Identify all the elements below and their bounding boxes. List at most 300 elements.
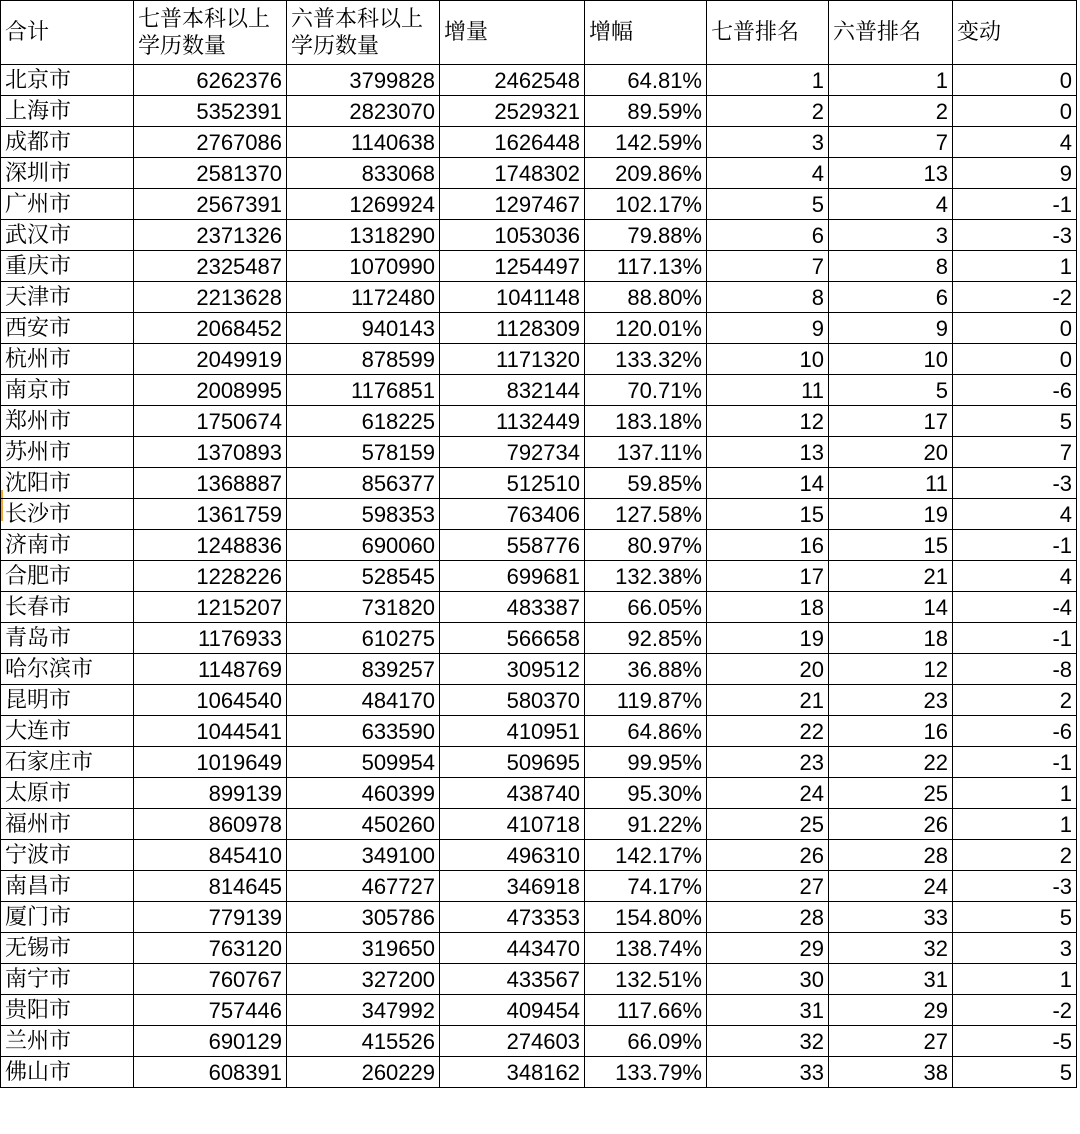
header-cell-census7-rank[interactable]: 七普排名 xyxy=(707,1,829,65)
rank-change-cell[interactable]: 1 xyxy=(953,251,1077,282)
city-cell[interactable]: 贵阳市 xyxy=(1,995,134,1026)
census6-count-cell[interactable]: 319650 xyxy=(287,933,440,964)
growth-rate-cell[interactable]: 120.01% xyxy=(585,313,707,344)
census6-rank-cell[interactable]: 7 xyxy=(829,127,953,158)
census6-rank-cell[interactable]: 16 xyxy=(829,716,953,747)
census7-rank-cell[interactable]: 11 xyxy=(707,375,829,406)
city-cell[interactable]: 长春市 xyxy=(1,592,134,623)
growth-rate-cell[interactable]: 91.22% xyxy=(585,809,707,840)
city-cell[interactable]: 青岛市 xyxy=(1,623,134,654)
census7-count-cell[interactable]: 845410 xyxy=(134,840,287,871)
city-cell[interactable]: 南昌市 xyxy=(1,871,134,902)
increase-cell[interactable]: 699681 xyxy=(440,561,585,592)
census7-count-cell[interactable]: 2325487 xyxy=(134,251,287,282)
census7-count-cell[interactable]: 1750674 xyxy=(134,406,287,437)
growth-rate-cell[interactable]: 142.59% xyxy=(585,127,707,158)
census7-rank-cell[interactable]: 33 xyxy=(707,1057,829,1088)
growth-rate-cell[interactable]: 66.05% xyxy=(585,592,707,623)
census6-rank-cell[interactable]: 1 xyxy=(829,65,953,96)
census7-count-cell[interactable]: 763120 xyxy=(134,933,287,964)
census6-count-cell[interactable]: 415526 xyxy=(287,1026,440,1057)
table-row xyxy=(1,716,1077,747)
increase-cell[interactable]: 1132449 xyxy=(440,406,585,437)
increase-cell[interactable]: 512510 xyxy=(440,468,585,499)
census7-rank-cell[interactable]: 23 xyxy=(707,747,829,778)
census7-count-cell[interactable]: 1370893 xyxy=(134,437,287,468)
city-cell[interactable]: 沈阳市 xyxy=(1,468,134,499)
census6-count-cell[interactable]: 610275 xyxy=(287,623,440,654)
growth-rate-cell[interactable]: 59.85% xyxy=(585,468,707,499)
growth-rate-cell[interactable]: 95.30% xyxy=(585,778,707,809)
city-cell[interactable]: 大连市 xyxy=(1,716,134,747)
census6-rank-cell[interactable]: 38 xyxy=(829,1057,953,1088)
increase-cell[interactable]: 443470 xyxy=(440,933,585,964)
increase-cell[interactable]: 1748302 xyxy=(440,158,585,189)
rank-change-cell[interactable]: 5 xyxy=(953,1057,1077,1088)
growth-rate-cell[interactable]: 80.97% xyxy=(585,530,707,561)
census7-rank-cell[interactable]: 29 xyxy=(707,933,829,964)
table-row xyxy=(1,871,1077,902)
increase-cell[interactable]: 763406 xyxy=(440,499,585,530)
census7-rank-cell[interactable]: 1 xyxy=(707,65,829,96)
census7-rank-cell[interactable]: 8 xyxy=(707,282,829,313)
census6-count-cell[interactable]: 618225 xyxy=(287,406,440,437)
growth-rate-cell[interactable]: 132.51% xyxy=(585,964,707,995)
growth-rate-cell[interactable]: 117.13% xyxy=(585,251,707,282)
census7-count-cell[interactable]: 814645 xyxy=(134,871,287,902)
rank-change-cell[interactable]: -3 xyxy=(953,871,1077,902)
increase-cell[interactable]: 1297467 xyxy=(440,189,585,220)
header-cell-census6-count[interactable]: 六普本科以上学历数量 xyxy=(287,1,440,65)
rank-change-cell[interactable]: 4 xyxy=(953,561,1077,592)
rank-change-cell[interactable]: 4 xyxy=(953,127,1077,158)
growth-rate-cell[interactable]: 70.71% xyxy=(585,375,707,406)
census6-count-cell[interactable]: 450260 xyxy=(287,809,440,840)
census7-count-cell[interactable]: 6262376 xyxy=(134,65,287,96)
header-cell-increase[interactable]: 增量 xyxy=(440,1,585,65)
census6-rank-cell[interactable]: 23 xyxy=(829,685,953,716)
growth-rate-cell[interactable]: 138.74% xyxy=(585,933,707,964)
census6-rank-cell[interactable]: 4 xyxy=(829,189,953,220)
census6-count-cell[interactable]: 690060 xyxy=(287,530,440,561)
table-row xyxy=(1,158,1077,189)
census7-count-cell[interactable]: 2049919 xyxy=(134,344,287,375)
census7-count-cell[interactable]: 2767086 xyxy=(134,127,287,158)
city-cell[interactable]: 南宁市 xyxy=(1,964,134,995)
increase-cell[interactable]: 1254497 xyxy=(440,251,585,282)
increase-cell[interactable]: 433567 xyxy=(440,964,585,995)
increase-cell[interactable]: 558776 xyxy=(440,530,585,561)
census6-count-cell[interactable]: 484170 xyxy=(287,685,440,716)
census6-rank-cell[interactable]: 5 xyxy=(829,375,953,406)
census6-count-cell[interactable]: 578159 xyxy=(287,437,440,468)
census7-count-cell[interactable]: 1148769 xyxy=(134,654,287,685)
city-cell[interactable]: 兰州市 xyxy=(1,1026,134,1057)
census7-count-cell[interactable]: 860978 xyxy=(134,809,287,840)
census7-count-cell[interactable]: 899139 xyxy=(134,778,287,809)
rank-change-cell[interactable]: -2 xyxy=(953,282,1077,313)
table-row xyxy=(1,282,1077,313)
growth-rate-cell[interactable]: 92.85% xyxy=(585,623,707,654)
census7-rank-cell[interactable]: 28 xyxy=(707,902,829,933)
census7-count-cell[interactable]: 5352391 xyxy=(134,96,287,127)
table-row xyxy=(1,220,1077,251)
census6-rank-cell[interactable]: 32 xyxy=(829,933,953,964)
table-row xyxy=(1,747,1077,778)
census6-count-cell[interactable]: 3799828 xyxy=(287,65,440,96)
census6-rank-cell[interactable]: 8 xyxy=(829,251,953,282)
census7-rank-cell[interactable]: 16 xyxy=(707,530,829,561)
table-row xyxy=(1,437,1077,468)
census6-rank-cell[interactable]: 2 xyxy=(829,96,953,127)
rank-change-cell[interactable]: 9 xyxy=(953,158,1077,189)
census6-rank-cell[interactable]: 24 xyxy=(829,871,953,902)
growth-rate-cell[interactable]: 142.17% xyxy=(585,840,707,871)
census7-rank-cell[interactable]: 2 xyxy=(707,96,829,127)
rank-change-cell[interactable]: 2 xyxy=(953,840,1077,871)
census6-count-cell[interactable]: 839257 xyxy=(287,654,440,685)
city-cell[interactable]: 哈尔滨市 xyxy=(1,654,134,685)
census6-rank-cell[interactable]: 15 xyxy=(829,530,953,561)
census7-rank-cell[interactable]: 25 xyxy=(707,809,829,840)
census6-rank-cell[interactable]: 9 xyxy=(829,313,953,344)
increase-cell[interactable]: 438740 xyxy=(440,778,585,809)
city-cell[interactable]: 苏州市 xyxy=(1,437,134,468)
rank-change-cell[interactable]: 1 xyxy=(953,964,1077,995)
census7-rank-cell[interactable]: 30 xyxy=(707,964,829,995)
header-row xyxy=(1,1,1077,65)
census6-rank-cell[interactable]: 17 xyxy=(829,406,953,437)
increase-cell[interactable]: 1041148 xyxy=(440,282,585,313)
city-cell[interactable]: 成都市 xyxy=(1,127,134,158)
rank-change-cell[interactable]: -1 xyxy=(953,747,1077,778)
header-cell-census7-count[interactable]: 七普本科以上学历数量 xyxy=(134,1,287,65)
increase-cell[interactable]: 496310 xyxy=(440,840,585,871)
increase-cell[interactable]: 2462548 xyxy=(440,65,585,96)
census7-count-cell[interactable]: 1064540 xyxy=(134,685,287,716)
increase-cell[interactable]: 580370 xyxy=(440,685,585,716)
census6-count-cell[interactable]: 1140638 xyxy=(287,127,440,158)
census7-rank-cell[interactable]: 7 xyxy=(707,251,829,282)
census7-count-cell[interactable]: 1176933 xyxy=(134,623,287,654)
table-row xyxy=(1,313,1077,344)
census7-rank-cell[interactable]: 3 xyxy=(707,127,829,158)
census6-count-cell[interactable]: 2823070 xyxy=(287,96,440,127)
increase-cell[interactable]: 1053036 xyxy=(440,220,585,251)
rank-change-cell[interactable]: -4 xyxy=(953,592,1077,623)
census6-rank-cell[interactable]: 25 xyxy=(829,778,953,809)
census6-count-cell[interactable]: 1176851 xyxy=(287,375,440,406)
rank-change-cell[interactable]: -1 xyxy=(953,189,1077,220)
table-row xyxy=(1,251,1077,282)
rank-change-cell[interactable]: 0 xyxy=(953,65,1077,96)
rank-change-cell[interactable]: 3 xyxy=(953,933,1077,964)
table-row xyxy=(1,344,1077,375)
city-cell[interactable]: 杭州市 xyxy=(1,344,134,375)
growth-rate-cell[interactable]: 137.11% xyxy=(585,437,707,468)
census6-count-cell[interactable]: 633590 xyxy=(287,716,440,747)
increase-cell[interactable]: 792734 xyxy=(440,437,585,468)
census7-rank-cell[interactable]: 27 xyxy=(707,871,829,902)
census7-count-cell[interactable]: 690129 xyxy=(134,1026,287,1057)
increase-cell[interactable]: 2529321 xyxy=(440,96,585,127)
table-row xyxy=(1,1057,1077,1088)
census7-count-cell[interactable]: 608391 xyxy=(134,1057,287,1088)
city-cell[interactable]: 昆明市 xyxy=(1,685,134,716)
city-cell[interactable]: 长沙市 xyxy=(1,499,134,530)
rank-change-cell[interactable]: -3 xyxy=(953,468,1077,499)
census6-rank-cell[interactable]: 28 xyxy=(829,840,953,871)
rank-change-cell[interactable]: -6 xyxy=(953,716,1077,747)
rank-change-cell[interactable]: 0 xyxy=(953,96,1077,127)
growth-rate-cell[interactable]: 154.80% xyxy=(585,902,707,933)
rank-change-cell[interactable]: 7 xyxy=(953,437,1077,468)
census7-rank-cell[interactable]: 14 xyxy=(707,468,829,499)
census6-rank-cell[interactable]: 19 xyxy=(829,499,953,530)
growth-rate-cell[interactable]: 66.09% xyxy=(585,1026,707,1057)
city-cell[interactable]: 北京市 xyxy=(1,65,134,96)
census7-count-cell[interactable]: 2581370 xyxy=(134,158,287,189)
increase-cell[interactable]: 348162 xyxy=(440,1057,585,1088)
census6-rank-cell[interactable]: 20 xyxy=(829,437,953,468)
census6-rank-cell[interactable]: 26 xyxy=(829,809,953,840)
header-cell-growth-rate[interactable]: 增幅 xyxy=(585,1,707,65)
census7-count-cell[interactable]: 1361759 xyxy=(134,499,287,530)
census6-count-cell[interactable]: 940143 xyxy=(287,313,440,344)
rank-change-cell[interactable]: 1 xyxy=(953,778,1077,809)
census7-rank-cell[interactable]: 13 xyxy=(707,437,829,468)
header-cell-census6-rank[interactable]: 六普排名 xyxy=(829,1,953,65)
census6-count-cell[interactable]: 349100 xyxy=(287,840,440,871)
census7-rank-cell[interactable]: 5 xyxy=(707,189,829,220)
census7-count-cell[interactable]: 757446 xyxy=(134,995,287,1026)
growth-rate-cell[interactable]: 99.95% xyxy=(585,747,707,778)
census6-count-cell[interactable]: 327200 xyxy=(287,964,440,995)
table-row xyxy=(1,406,1077,437)
increase-cell[interactable]: 274603 xyxy=(440,1026,585,1057)
rank-change-cell[interactable]: -3 xyxy=(953,220,1077,251)
table-row xyxy=(1,995,1077,1026)
city-cell[interactable]: 厦门市 xyxy=(1,902,134,933)
growth-rate-cell[interactable]: 183.18% xyxy=(585,406,707,437)
census6-rank-cell[interactable]: 33 xyxy=(829,902,953,933)
census7-rank-cell[interactable]: 32 xyxy=(707,1026,829,1057)
city-cell[interactable]: 合肥市 xyxy=(1,561,134,592)
census7-rank-cell[interactable]: 19 xyxy=(707,623,829,654)
table-row xyxy=(1,189,1077,220)
census7-rank-cell[interactable]: 26 xyxy=(707,840,829,871)
census7-rank-cell[interactable]: 22 xyxy=(707,716,829,747)
census7-count-cell[interactable]: 1044541 xyxy=(134,716,287,747)
census7-rank-cell[interactable]: 20 xyxy=(707,654,829,685)
growth-rate-cell[interactable]: 102.17% xyxy=(585,189,707,220)
census6-count-cell[interactable]: 509954 xyxy=(287,747,440,778)
city-cell[interactable]: 深圳市 xyxy=(1,158,134,189)
growth-rate-cell[interactable]: 64.81% xyxy=(585,65,707,96)
table-row xyxy=(1,499,1077,530)
census6-rank-cell[interactable]: 3 xyxy=(829,220,953,251)
census6-count-cell[interactable]: 598353 xyxy=(287,499,440,530)
census6-rank-cell[interactable]: 29 xyxy=(829,995,953,1026)
rank-change-cell[interactable]: -1 xyxy=(953,530,1077,561)
census6-count-cell[interactable]: 1172480 xyxy=(287,282,440,313)
table-row xyxy=(1,778,1077,809)
table-row xyxy=(1,1026,1077,1057)
census7-count-cell[interactable]: 2068452 xyxy=(134,313,287,344)
census6-count-cell[interactable]: 528545 xyxy=(287,561,440,592)
census7-count-cell[interactable]: 1019649 xyxy=(134,747,287,778)
increase-cell[interactable]: 1626448 xyxy=(440,127,585,158)
table-row xyxy=(1,623,1077,654)
rank-change-cell[interactable]: -5 xyxy=(953,1026,1077,1057)
growth-rate-cell[interactable]: 36.88% xyxy=(585,654,707,685)
growth-rate-cell[interactable]: 132.38% xyxy=(585,561,707,592)
city-cell[interactable]: 石家庄市 xyxy=(1,747,134,778)
increase-cell[interactable]: 1171320 xyxy=(440,344,585,375)
census6-rank-cell[interactable]: 12 xyxy=(829,654,953,685)
census6-count-cell[interactable]: 305786 xyxy=(287,902,440,933)
rank-change-cell[interactable]: 0 xyxy=(953,313,1077,344)
city-cell[interactable]: 宁波市 xyxy=(1,840,134,871)
census6-rank-cell[interactable]: 27 xyxy=(829,1026,953,1057)
city-cell[interactable]: 太原市 xyxy=(1,778,134,809)
increase-cell[interactable]: 410951 xyxy=(440,716,585,747)
census6-rank-cell[interactable]: 6 xyxy=(829,282,953,313)
census6-rank-cell[interactable]: 18 xyxy=(829,623,953,654)
census6-count-cell[interactable]: 467727 xyxy=(287,871,440,902)
city-cell[interactable]: 上海市 xyxy=(1,96,134,127)
rank-change-cell[interactable]: 2 xyxy=(953,685,1077,716)
increase-cell[interactable]: 1128309 xyxy=(440,313,585,344)
census7-rank-cell[interactable]: 9 xyxy=(707,313,829,344)
increase-cell[interactable]: 483387 xyxy=(440,592,585,623)
increase-cell[interactable]: 410718 xyxy=(440,809,585,840)
census7-count-cell[interactable]: 1215207 xyxy=(134,592,287,623)
rank-change-cell[interactable]: -6 xyxy=(953,375,1077,406)
growth-rate-cell[interactable]: 133.32% xyxy=(585,344,707,375)
census7-rank-cell[interactable]: 18 xyxy=(707,592,829,623)
census6-rank-cell[interactable]: 10 xyxy=(829,344,953,375)
census7-count-cell[interactable]: 2567391 xyxy=(134,189,287,220)
city-cell[interactable]: 南京市 xyxy=(1,375,134,406)
rank-change-cell[interactable]: -1 xyxy=(953,623,1077,654)
census7-rank-cell[interactable]: 10 xyxy=(707,344,829,375)
table-row xyxy=(1,65,1077,96)
census6-rank-cell[interactable]: 22 xyxy=(829,747,953,778)
growth-rate-cell[interactable]: 64.86% xyxy=(585,716,707,747)
census6-count-cell[interactable]: 260229 xyxy=(287,1057,440,1088)
city-cell[interactable]: 武汉市 xyxy=(1,220,134,251)
census6-rank-cell[interactable]: 11 xyxy=(829,468,953,499)
census7-rank-cell[interactable]: 4 xyxy=(707,158,829,189)
increase-cell[interactable]: 832144 xyxy=(440,375,585,406)
increase-cell[interactable]: 346918 xyxy=(440,871,585,902)
growth-rate-cell[interactable]: 88.80% xyxy=(585,282,707,313)
census7-count-cell[interactable]: 1368887 xyxy=(134,468,287,499)
table-row xyxy=(1,468,1077,499)
growth-rate-cell[interactable]: 127.58% xyxy=(585,499,707,530)
table-row xyxy=(1,127,1077,158)
census6-count-cell[interactable]: 878599 xyxy=(287,344,440,375)
census6-count-cell[interactable]: 1269924 xyxy=(287,189,440,220)
growth-rate-cell[interactable]: 117.66% xyxy=(585,995,707,1026)
census6-count-cell[interactable]: 460399 xyxy=(287,778,440,809)
table-row xyxy=(1,933,1077,964)
city-cell[interactable]: 济南市 xyxy=(1,530,134,561)
growth-rate-cell[interactable]: 74.17% xyxy=(585,871,707,902)
growth-rate-cell[interactable]: 133.79% xyxy=(585,1057,707,1088)
rank-change-cell[interactable]: -8 xyxy=(953,654,1077,685)
increase-cell[interactable]: 409454 xyxy=(440,995,585,1026)
census6-count-cell[interactable]: 856377 xyxy=(287,468,440,499)
increase-cell[interactable]: 566658 xyxy=(440,623,585,654)
census6-rank-cell[interactable]: 31 xyxy=(829,964,953,995)
increase-cell[interactable]: 473353 xyxy=(440,902,585,933)
rank-change-cell[interactable]: 5 xyxy=(953,406,1077,437)
census7-rank-cell[interactable]: 24 xyxy=(707,778,829,809)
growth-rate-cell[interactable]: 209.86% xyxy=(585,158,707,189)
table-row xyxy=(1,592,1077,623)
census7-rank-cell[interactable]: 17 xyxy=(707,561,829,592)
city-cell[interactable]: 广州市 xyxy=(1,189,134,220)
city-cell[interactable]: 福州市 xyxy=(1,809,134,840)
census6-count-cell[interactable]: 1318290 xyxy=(287,220,440,251)
city-cell[interactable]: 佛山市 xyxy=(1,1057,134,1088)
census7-rank-cell[interactable]: 12 xyxy=(707,406,829,437)
census7-count-cell[interactable]: 2008995 xyxy=(134,375,287,406)
header-cell-total[interactable]: 合计 xyxy=(1,1,134,65)
census7-rank-cell[interactable]: 21 xyxy=(707,685,829,716)
increase-cell[interactable]: 509695 xyxy=(440,747,585,778)
census7-count-cell[interactable]: 760767 xyxy=(134,964,287,995)
city-cell[interactable]: 天津市 xyxy=(1,282,134,313)
rank-change-cell[interactable]: 1 xyxy=(953,809,1077,840)
census6-count-cell[interactable]: 1070990 xyxy=(287,251,440,282)
census7-count-cell[interactable]: 2213628 xyxy=(134,282,287,313)
census6-count-cell[interactable]: 731820 xyxy=(287,592,440,623)
census7-rank-cell[interactable]: 15 xyxy=(707,499,829,530)
increase-cell[interactable]: 309512 xyxy=(440,654,585,685)
census7-rank-cell[interactable]: 31 xyxy=(707,995,829,1026)
growth-rate-cell[interactable]: 79.88% xyxy=(585,220,707,251)
census6-count-cell[interactable]: 347992 xyxy=(287,995,440,1026)
table-row xyxy=(1,902,1077,933)
table-row xyxy=(1,530,1077,561)
city-cell[interactable]: 无锡市 xyxy=(1,933,134,964)
rank-change-cell[interactable]: -2 xyxy=(953,995,1077,1026)
rank-change-cell[interactable]: 5 xyxy=(953,902,1077,933)
growth-rate-cell[interactable]: 119.87% xyxy=(585,685,707,716)
table-row xyxy=(1,685,1077,716)
city-cell[interactable]: 西安市 xyxy=(1,313,134,344)
census7-count-cell[interactable]: 1228226 xyxy=(134,561,287,592)
growth-rate-cell[interactable]: 89.59% xyxy=(585,96,707,127)
census7-rank-cell[interactable]: 6 xyxy=(707,220,829,251)
census6-count-cell[interactable]: 833068 xyxy=(287,158,440,189)
census6-rank-cell[interactable]: 14 xyxy=(829,592,953,623)
census7-count-cell[interactable]: 1248836 xyxy=(134,530,287,561)
table-row xyxy=(1,654,1077,685)
census6-rank-cell[interactable]: 21 xyxy=(829,561,953,592)
city-cell[interactable]: 郑州市 xyxy=(1,406,134,437)
city-cell[interactable]: 重庆市 xyxy=(1,251,134,282)
census7-count-cell[interactable]: 2371326 xyxy=(134,220,287,251)
rank-change-cell[interactable]: 0 xyxy=(953,344,1077,375)
census7-count-cell[interactable]: 779139 xyxy=(134,902,287,933)
rank-change-cell[interactable]: 4 xyxy=(953,499,1077,530)
census6-rank-cell[interactable]: 13 xyxy=(829,158,953,189)
header-cell-rank-change[interactable]: 变动 xyxy=(953,1,1077,65)
